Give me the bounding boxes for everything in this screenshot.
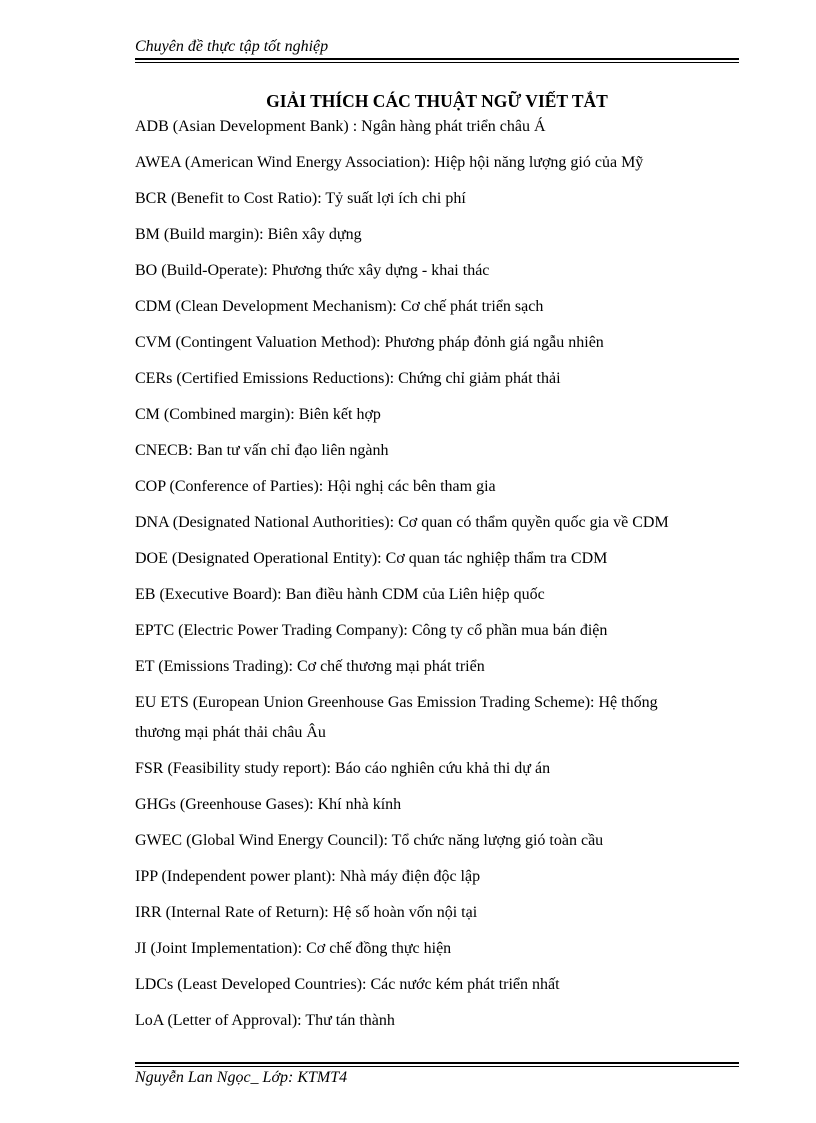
list-item: CVM (Contingent Valuation Method): Phương pháp đỏnh giá ngẫu nhiên: [135, 334, 604, 351]
list-item-wrapped: [135, 694, 739, 742]
list-item: IRR (Internal Rate of Return): Hệ số hoàn vốn nội tại: [135, 904, 478, 921]
list-item: CM (Combined margin): Biên kết hợp: [135, 406, 381, 423]
list-item: ET (Emissions Trading): Cơ chế thương mại phát triển: [135, 658, 485, 675]
list-item: COP (Conference of Parties): Hội nghị các bên tham gia: [135, 478, 496, 495]
list-item: AWEA (American Wind Energy Association): Hiệp hội năng lượng gió của Mỹ: [135, 154, 644, 171]
page-header: Chuyên đề thực tập tốt nghiệp: [135, 38, 329, 55]
list-item: IPP (Independent power plant): Nhà máy điện độc lập: [135, 868, 481, 885]
list-item: DNA (Designated National Authorities): Cơ quan có thẩm quyền quốc gia về CDM: [135, 514, 669, 531]
list-item: CNECB: Ban tư vấn chỉ đạo liên ngành: [135, 442, 389, 459]
list-item: GWEC (Global Wind Energy Council): Tổ chức năng lượng gió toàn cầu: [135, 832, 604, 849]
list-item: LDCs (Least Developed Countries): Các nước kém phát triển nhất: [135, 976, 560, 993]
page-title: GIẢI THÍCH CÁC THUẬT NGỮ VIẾT TẮT: [266, 91, 608, 111]
list-item: EB (Executive Board): Ban điều hành CDM của Liên hiệp quốc: [135, 586, 545, 603]
footer-divider: [135, 1062, 739, 1067]
list-item-line-2: thương mại phát thải châu Âu: [135, 724, 326, 741]
list-item: CERs (Certified Emissions Reductions): Chứng chỉ giảm phát thải: [135, 370, 561, 387]
list-item: DOE (Designated Operational Entity): Cơ quan tác nghiệp thẩm tra CDM: [135, 550, 608, 567]
header-divider: [135, 58, 739, 63]
list-item: JI (Joint Implementation): Cơ chế đồng thực hiện: [135, 940, 452, 957]
abbreviation-list: [135, 118, 739, 1030]
list-item: GHGs (Greenhouse Gases): Khí nhà kính: [135, 796, 402, 813]
list-item: LoA (Letter of Approval): Thư tán thành: [135, 1012, 395, 1029]
list-item: CDM (Clean Development Mechanism): Cơ chế phát triển sạch: [135, 298, 544, 315]
list-item: BCR (Benefit to Cost Ratio): Tỷ suất lợi ích chi phí: [135, 190, 466, 207]
list-item: BO (Build-Operate): Phương thức xây dựng - khai thác: [135, 262, 490, 279]
list-item: FSR (Feasibility study report): Báo cáo nghiên cứu khả thi dự án: [135, 760, 551, 777]
list-item: EPTC (Electric Power Trading Company): Công ty cổ phần mua bán điện: [135, 622, 608, 639]
list-item-line-1: EU ETS (European Union Greenhouse Gas Emission Trading Scheme): Hệ thống: [135, 694, 658, 711]
page-footer: Nguyễn Lan Ngọc_ Lớp: KTMT4: [135, 1069, 348, 1086]
list-item: BM (Build margin): Biên xây dựng: [135, 226, 362, 243]
list-item: ADB (Asian Development Bank) : Ngân hàng phát triển châu Á: [135, 118, 546, 135]
